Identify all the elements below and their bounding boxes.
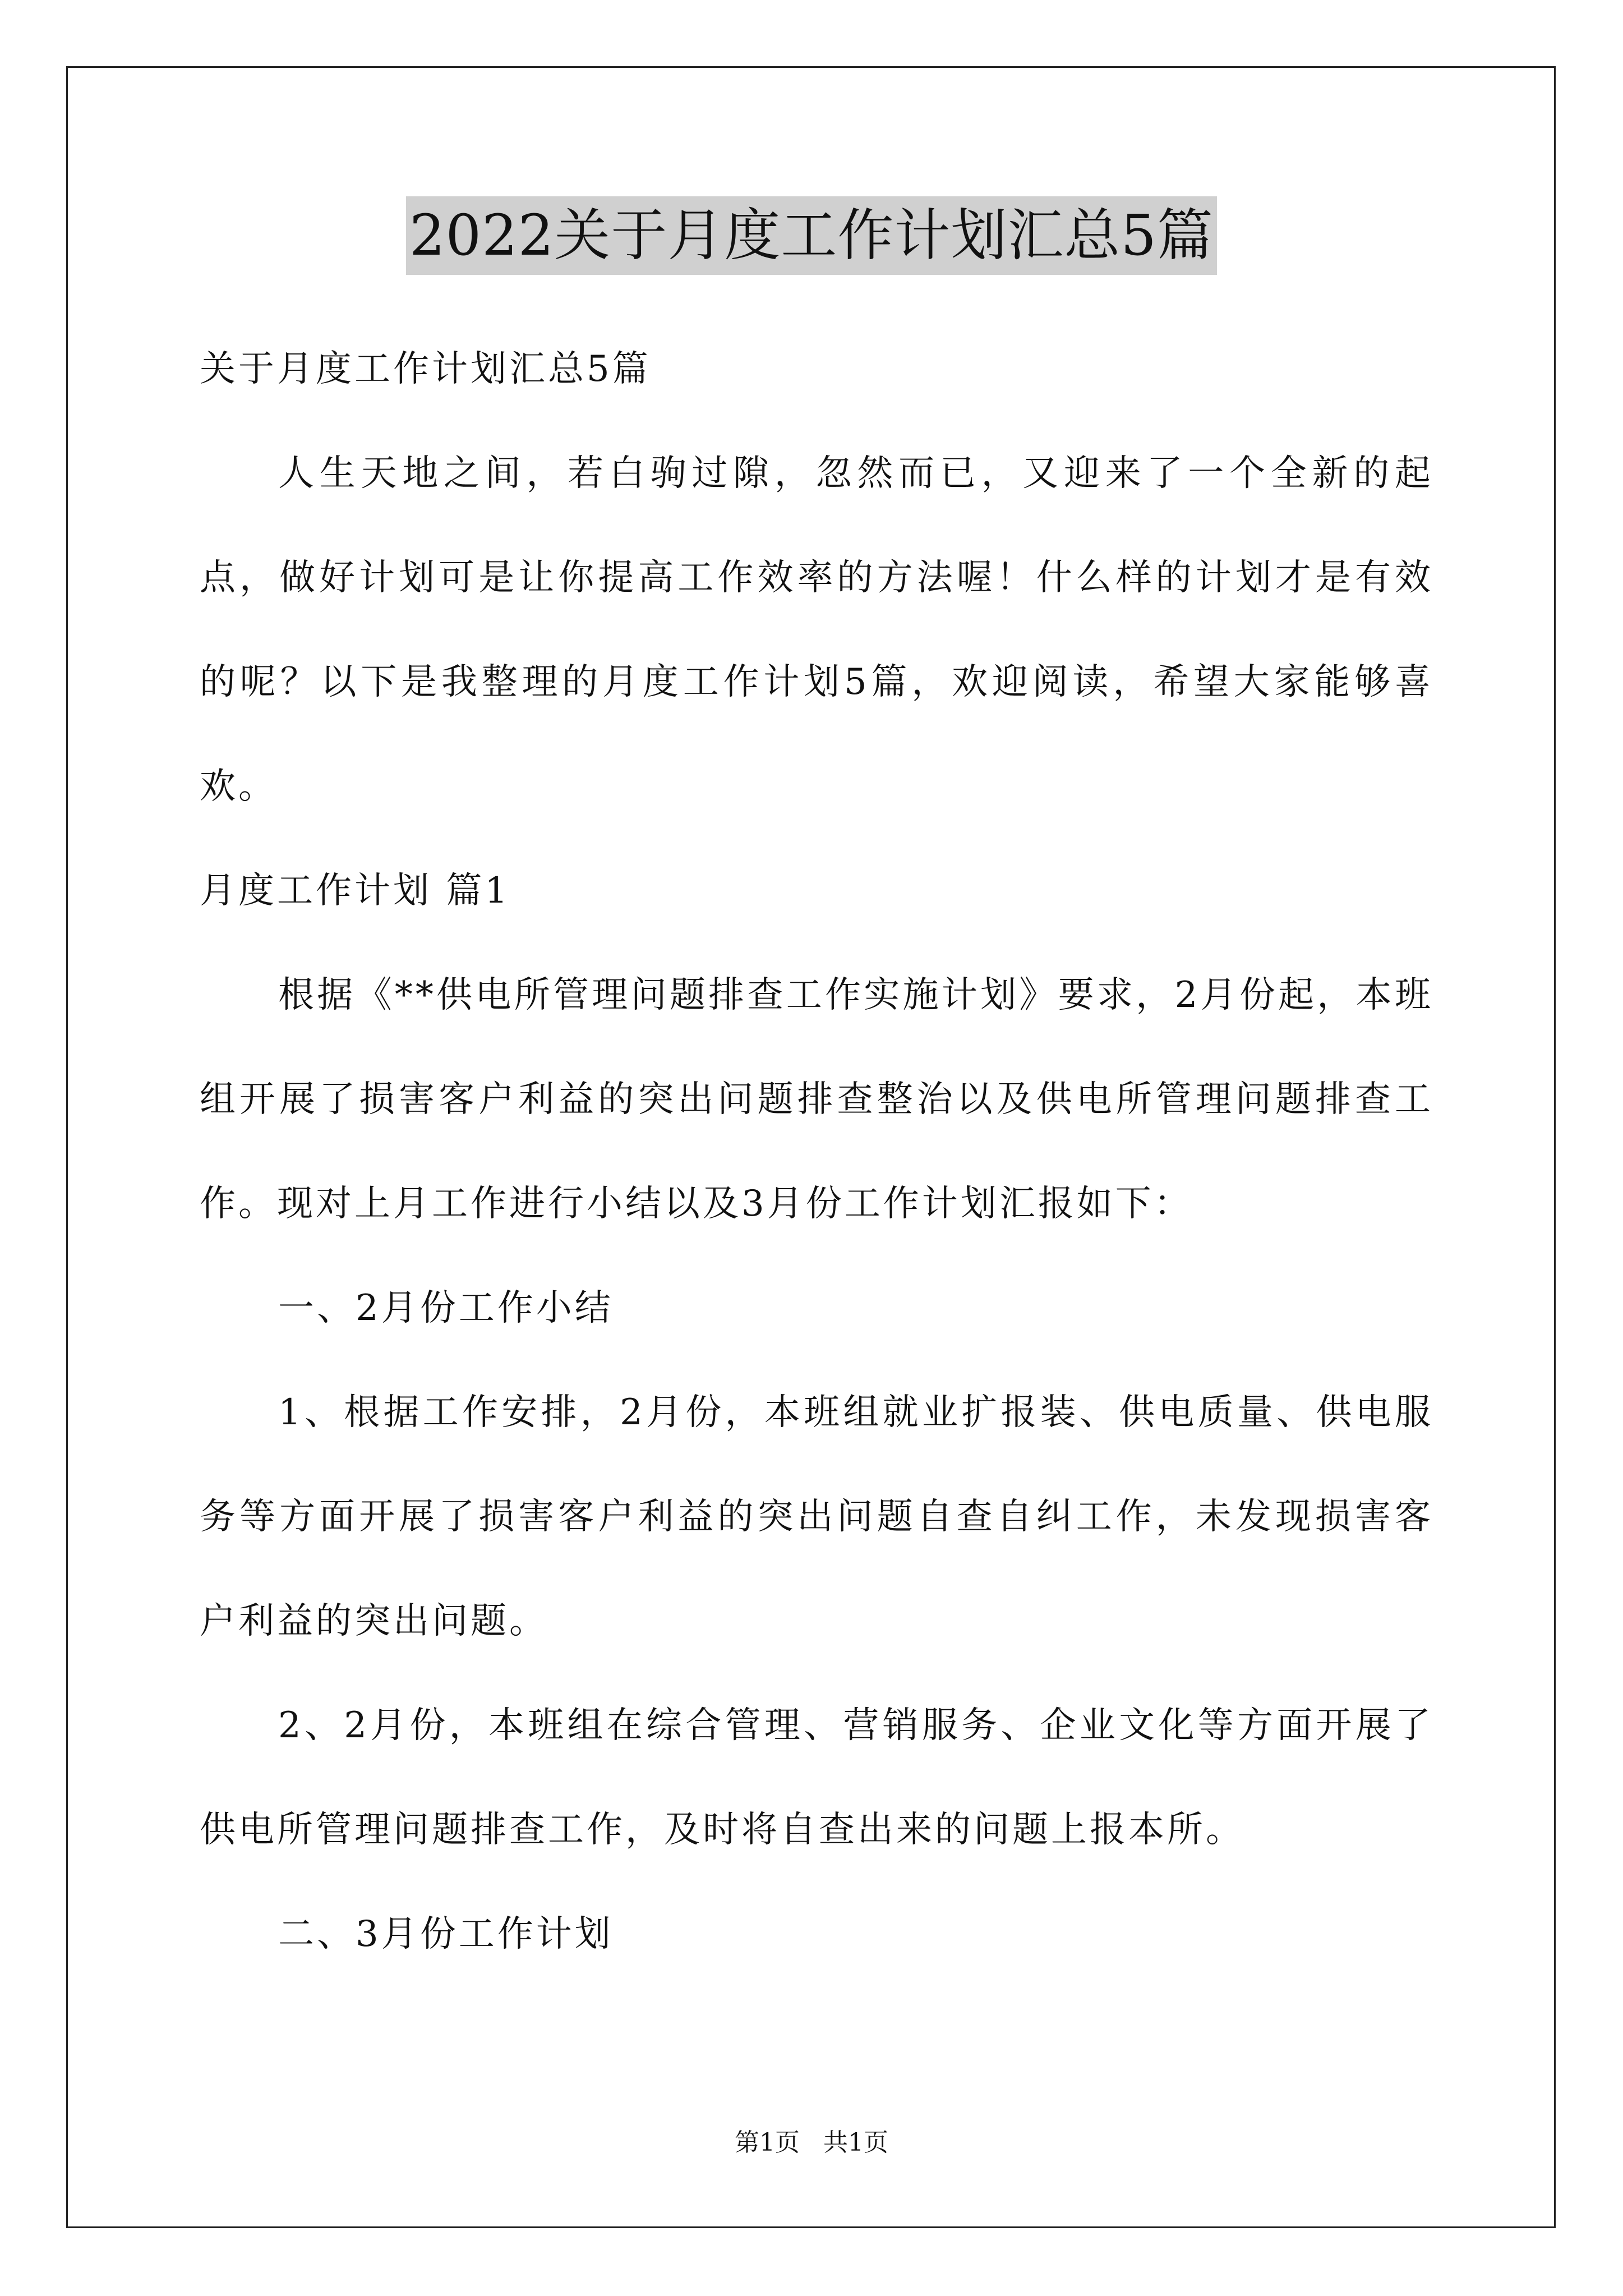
intro-paragraph: 人生天地之间，若白驹过隙，忽然而已，又迎来了一个全新的起点，做好计划可是让你提高工作效率的方法喔！什么样的计划才是有效的呢？以下是我整理的月度工作计划5篇，欢迎阅读，希望大家能够喜欢。 [200, 453, 1433, 807]
document-body [200, 317, 1433, 1986]
body-paragraph: 根据《**供电所管理问题排查工作实施计划》要求，2月份起，本班组开展了损害客户利益的突出问题排查整治以及供电所管理问题排查工作。现对上月工作进行小结以及3月份工作计划汇报如下： [200, 974, 1433, 1225]
page-footer: 第1页 共1页 [735, 2128, 888, 2157]
subtitle-paragraph: 关于月度工作计划汇总5篇 [200, 348, 651, 390]
title-container [0, 196, 1623, 275]
body-paragraph: 2、2月份，本班组在综合管理、营销服务、企业文化等方面开展了供电所管理问题排查工作，及时将自查出来的问题上报本所。 [200, 1705, 1433, 1851]
body-paragraph: 1、根据工作安排，2月份，本班组就业扩报装、供电质量、供电服务等方面开展了损害客户利益的突出问题自查自纠工作，未发现损害客户利益的突出问题。 [200, 1392, 1433, 1642]
document-title: 2022关于月度工作计划汇总5篇 [406, 196, 1217, 275]
section-heading: 月度工作计划 篇1 [200, 870, 511, 912]
subsection-heading: 一、2月份工作小结 [278, 1287, 614, 1329]
subsection-heading: 二、3月份工作计划 [278, 1913, 614, 1955]
